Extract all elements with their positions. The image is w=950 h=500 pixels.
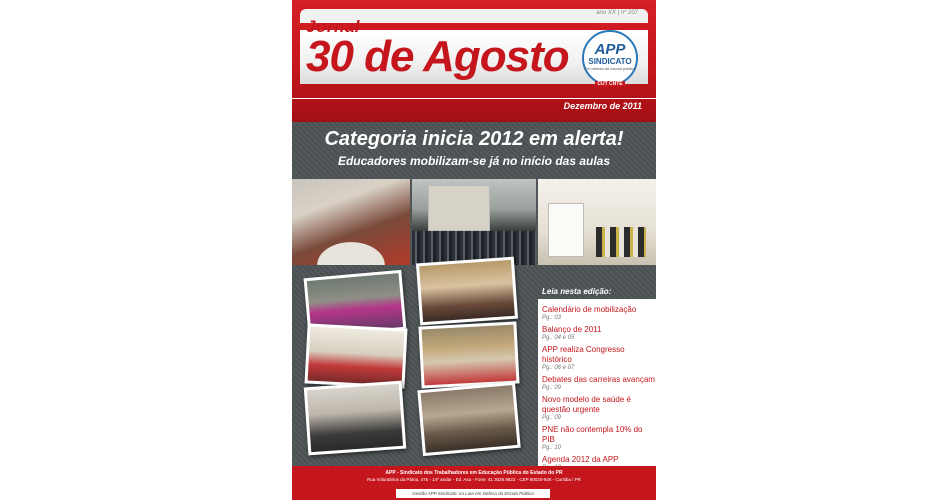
photo-classroom-meeting [304, 381, 407, 456]
logo-tagline: Em defesa da escola pública [584, 66, 636, 71]
issue-number: ano XX | nº 207 [596, 10, 638, 16]
toc-item-page: Pg.: 10 [542, 445, 562, 451]
masthead-divider [292, 98, 656, 99]
toc-item[interactable] [542, 305, 656, 322]
masthead [292, 0, 656, 122]
toc-item-title: PNE não contempla 10% do PIB [542, 425, 643, 444]
index-title: Leia nesta edição: [542, 287, 612, 296]
toc-item-page: Pg.: 06 e 07 [542, 365, 575, 371]
toc-item-page: Pg.: 04 e 05 [542, 335, 575, 341]
photo-auditorium [417, 382, 520, 456]
photo-voting-booth [538, 179, 656, 265]
toc-item[interactable] [542, 325, 656, 342]
logo-name: APP [594, 41, 626, 58]
newspaper-cover [292, 0, 656, 500]
gestao-slogan: Gestão APP Sindicato: na Luta em Defesa da Escola Pública [396, 489, 550, 498]
footer-address: Rua Voluntários da Pátria, 475 - 14º andar - Ed. Asa - Fone: 41 3026.9822 - CEP 80020-926 - Curitiba / PR [367, 477, 581, 482]
toc-item-page: Pg.: 03 [542, 315, 562, 321]
photo-congress-tent [292, 179, 410, 265]
logo-subtitle: SINDICATO [588, 57, 632, 66]
toc-item-title: APP realiza Congresso histórico [542, 345, 625, 364]
app-sindicato-logo [582, 30, 638, 86]
headline: Categoria inicia 2012 em alerta! [324, 128, 624, 150]
photo-assembly-hall [416, 257, 518, 326]
logo-affiliation: CUT CNTE [597, 81, 623, 87]
newspaper-title: 30 de Agosto [306, 32, 569, 81]
toc-item-page: Pg.: 09 [542, 415, 562, 421]
photo-congress-delegates [418, 321, 519, 388]
toc-item-title: Balanço de 2011 [542, 325, 602, 334]
toc-item[interactable] [542, 375, 656, 392]
photo-strip [292, 179, 656, 265]
toc-item[interactable] [542, 345, 656, 372]
footer-organization: APP - Sindicato dos Trabalhadores em Educação Pública do Estado do PR [385, 470, 563, 476]
toc-item-title: Debates das carreiras avançam [542, 375, 655, 384]
toc-item-title: Novo modelo de saúde é questão urgente [542, 395, 631, 414]
toc-item-page: Pg.: 09 [542, 385, 562, 391]
table-of-contents [538, 299, 656, 466]
issue-date: Dezembro de 2011 [563, 101, 642, 111]
footer [292, 466, 656, 488]
toc-item[interactable] [542, 425, 656, 452]
photo-street-protest [412, 179, 536, 265]
toc-item-title: Calendário de mobilização [542, 305, 637, 314]
cover-feature-panel [292, 122, 656, 466]
jornal-label: Jornal [306, 17, 361, 36]
toc-item[interactable] [542, 395, 656, 422]
photo-red-shirts-meeting [304, 323, 407, 388]
subheadline: Educadores mobilizam-se já no início das aulas [337, 154, 611, 168]
toc-item-title: Agenda 2012 da APP [542, 455, 619, 464]
